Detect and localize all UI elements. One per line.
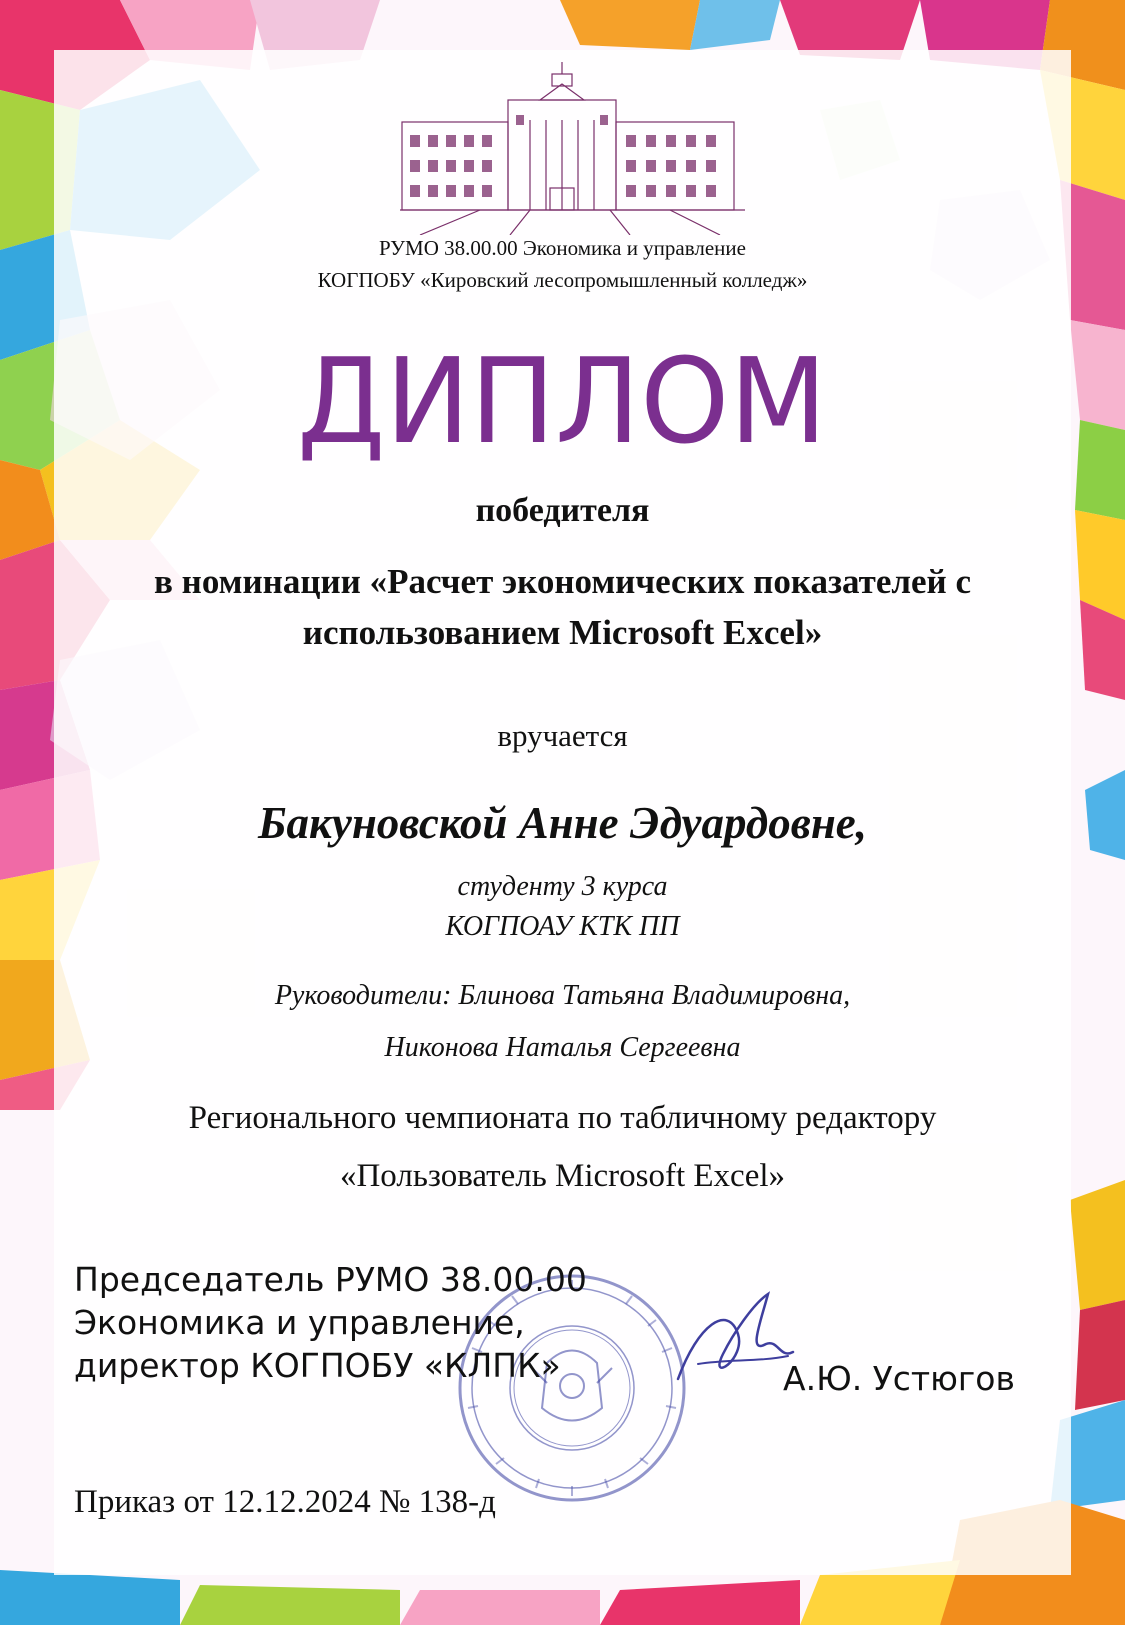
signatory-line-2: Экономика и управление, — [74, 1303, 525, 1342]
championship-line-2: «Пользователь Microsoft Excel» — [339, 1158, 786, 1194]
signatory-name: А.Ю. Устюгов — [783, 1359, 1015, 1398]
supervisors-line-2: Никонова Наталья Сергеевна — [384, 1032, 741, 1063]
order-reference: Приказ от 12.12.2024 № 138-д — [74, 1484, 496, 1520]
student-institution: КОГПОАУ КТК ПП — [445, 911, 680, 942]
signatory-block — [74, 1258, 587, 1387]
org-line-rumo: РУМО 38.00.00 Экономика и управление — [379, 236, 746, 260]
supervisors-line-1: Руководители: Блинова Татьяна Владимировна, — [274, 980, 851, 1011]
awarded-label: вручается — [497, 718, 628, 753]
diploma-title-text: ДИПЛОМ — [297, 332, 827, 470]
signatory-line-1: Председатель РУМО 38.00.00 — [74, 1260, 587, 1299]
org-line-college: КОГПОБУ «Кировский лесопромышленный колледж» — [317, 268, 808, 292]
championship-line-1: Регионального чемпионата по табличному редактору — [188, 1100, 937, 1136]
signatory-line-3: директор КОГПОБУ «КЛПК» — [74, 1346, 561, 1385]
college-building-icon — [400, 60, 745, 235]
recipient-name: Бакуновской Анне Эдуардовне, — [257, 798, 868, 848]
student-course: студенту 3 курса — [457, 871, 668, 902]
diploma-title — [0, 330, 1125, 470]
signature-icon — [668, 1284, 798, 1404]
nomination-text: в номинации «Расчет экономических показателей с использованием Microsoft Excel» — [154, 562, 971, 652]
winner-label: победителя — [475, 492, 650, 529]
